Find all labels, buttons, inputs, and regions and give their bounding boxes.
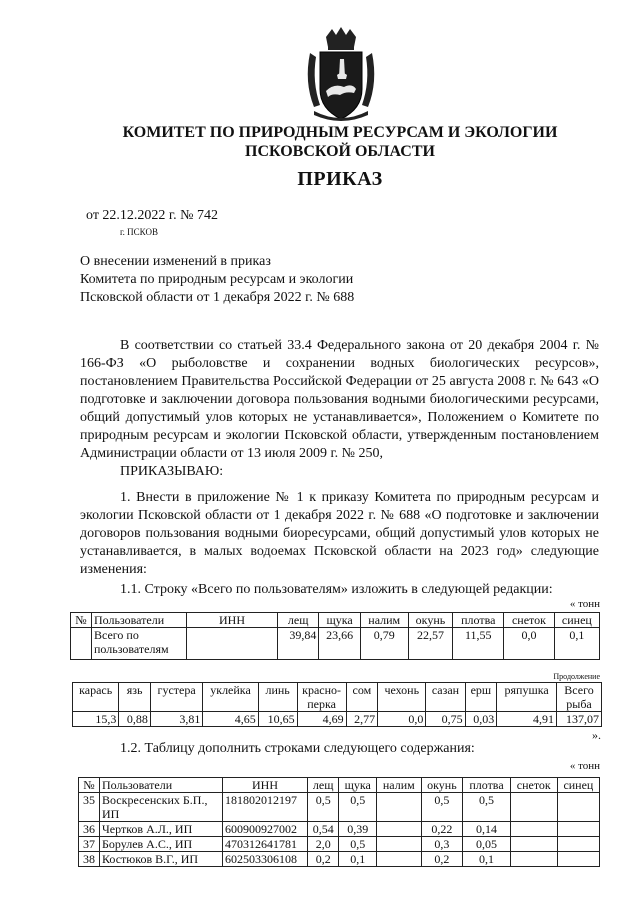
table-cell: 0,22 [421, 822, 463, 837]
table-cell: 0,2 [421, 852, 463, 867]
table-row [79, 852, 600, 867]
table-cell: 0,14 [463, 822, 510, 837]
table-cell: Всего по пользователям [92, 628, 187, 660]
table-cell [557, 793, 599, 822]
table-cell: 4,91 [497, 712, 557, 727]
table-cell: 0,5 [339, 793, 377, 822]
table-header-cell: окунь [421, 778, 463, 793]
table-header-cell: ИНН [223, 778, 308, 793]
document-type: ПРИКАЗ [297, 168, 383, 190]
table-header-cell: лещ [278, 613, 319, 628]
item1-2-text: 1.2. Таблицу дополнить строками следующего содержания: [120, 741, 475, 756]
table-cell: 4,69 [297, 712, 346, 727]
table-cell [377, 793, 421, 822]
table-cell: 0,5 [463, 793, 510, 822]
table-header-cell: щука [339, 778, 377, 793]
table-cell: 38 [79, 852, 100, 867]
committee-name-line2: ПСКОВСКОЙ ОБЛАСТИ [245, 143, 435, 160]
table-cell: 0,5 [339, 837, 377, 852]
table-cell: Костюков В.Г., ИП [100, 852, 223, 867]
date-number: от 22.12.2022 г. № 742 [86, 208, 218, 223]
order-subject [80, 253, 354, 307]
table-cell: 10,65 [258, 712, 297, 727]
table-header-cell: налим [360, 613, 408, 628]
table-row [73, 712, 602, 727]
table-cell: 36 [79, 822, 100, 837]
table-header-cell: густера [150, 683, 202, 712]
preamble-paragraph: В соответствии со статьей 33.4 Федерального закона от 20 декабря 2004 г. № 166-ФЗ «О рыболовстве и сохранении водных биологических ресурсов», постановлением Правительства Российской Федерации от 25 августа 2008 г. № 643 «О подготовке и заключении договора пользования водными биологическими ресурсами, общий допустимый улов которых не устанавливается», Положением о Комитете по природным ресурсам и экологии Псковской области, утвержденным постановлением Администрации области от 13 июля 2009 г. № 250, [80, 338, 599, 461]
table-header-cell: чехонь [378, 683, 426, 712]
table-cell: 0,1 [554, 628, 599, 660]
subject-line2: Комитета по природным ресурсам и экологии [80, 272, 354, 287]
table-header-row [73, 683, 602, 712]
table-cell: 4,65 [203, 712, 258, 727]
table-header-cell: красно-перка [297, 683, 346, 712]
table-cell: 0,88 [119, 712, 151, 727]
table-header-cell: налим [377, 778, 421, 793]
table-cell [510, 837, 557, 852]
table-cell: 0,39 [339, 822, 377, 837]
table-cell: 0,1 [339, 852, 377, 867]
table-cell: 0,1 [463, 852, 510, 867]
users-table [78, 777, 600, 867]
table-header-cell: лещ [308, 778, 339, 793]
table-cell: 0,0 [378, 712, 426, 727]
table-cell: 0,0 [504, 628, 554, 660]
table-cell: 22,57 [408, 628, 453, 660]
table-header-cell: уклейка [203, 683, 258, 712]
table-cell: Борулев А.С., ИП [100, 837, 223, 852]
table-cell: 35 [79, 793, 100, 822]
table-cell: 39,84 [278, 628, 319, 660]
table-header-cell: карась [73, 683, 119, 712]
table-cell: 0,54 [308, 822, 339, 837]
table-header-cell: ерш [465, 683, 497, 712]
subject-line1: О внесении изменений в приказ [80, 254, 271, 269]
table-header-cell: № [79, 778, 100, 793]
table-header-cell: синец [557, 778, 599, 793]
table-header-cell: синец [554, 613, 599, 628]
table-cell: 470312641781 [223, 837, 308, 852]
table-cell: Чертков А.Л., ИП [100, 822, 223, 837]
item1-paragraph [80, 489, 599, 579]
table-header-cell: Пользователи [100, 778, 223, 793]
continuation-table [72, 682, 602, 727]
table-cell [377, 837, 421, 852]
table-cell [377, 822, 421, 837]
table-row [79, 837, 600, 852]
unit-label-1: « тонн [569, 598, 600, 610]
unit-label-2: « тонн [569, 760, 600, 772]
table-header-row [71, 613, 600, 628]
table-header-cell: окунь [408, 613, 453, 628]
table-header-cell: Всего рыба [557, 683, 602, 712]
table-cell: 3,81 [150, 712, 202, 727]
subject-line3: Псковской области от 1 декабря 2022 г. № 688 [80, 290, 355, 305]
table-cell: 0,79 [360, 628, 408, 660]
table-cell [377, 852, 421, 867]
city-label: г. ПСКОВ [120, 227, 158, 237]
table-row [79, 793, 600, 822]
table-header-cell: снеток [510, 778, 557, 793]
table-cell: 2,0 [308, 837, 339, 852]
table-header-cell: язь [119, 683, 151, 712]
order-word: ПРИКАЗЫВАЮ: [120, 464, 224, 479]
table-cell: 11,55 [453, 628, 504, 660]
pskov-coat-of-arms-icon [298, 27, 384, 123]
table-header-cell: снеток [504, 613, 554, 628]
table-cell [557, 852, 599, 867]
table-header-cell: сом [346, 683, 378, 712]
table-header-cell: ИНН [187, 613, 278, 628]
table-cell: 0,3 [421, 837, 463, 852]
table-cell [71, 628, 92, 660]
table-row [79, 822, 600, 837]
table-cell: 0,5 [308, 793, 339, 822]
totals-table [70, 612, 600, 660]
item1-text: 1. Внести в приложение № 1 к приказу Комитета по природным ресурсам и экологии Псковской области от 1 декабря 2022 г. № 688 «О подготовке и заключении договоров пользования водными биоресурсами, общий допустимый улов которых не устанавливается, в малых водоемах Псковской области на 2023 год» следующие изменения: [80, 490, 599, 577]
item1-1-paragraph [80, 581, 599, 599]
committee-name [60, 123, 620, 161]
table-cell [557, 822, 599, 837]
table-header-cell: ряпушка [497, 683, 557, 712]
table-cell [187, 628, 278, 660]
table-cell: 2,77 [346, 712, 378, 727]
committee-name-line1: КОМИТЕТ ПО ПРИРОДНЫМ РЕСУРСАМ И ЭКОЛОГИИ [122, 124, 558, 141]
closing-quote: ». [592, 728, 601, 742]
table-cell [557, 837, 599, 852]
table-cell: 600900927002 [223, 822, 308, 837]
table-header-cell: щука [319, 613, 360, 628]
table-cell: 15,3 [73, 712, 119, 727]
table-cell: 0,2 [308, 852, 339, 867]
table-header-cell: плотва [453, 613, 504, 628]
table-cell: 37 [79, 837, 100, 852]
table-cell: 0,03 [465, 712, 497, 727]
table-header-cell: линь [258, 683, 297, 712]
table-cell: 0,5 [421, 793, 463, 822]
table-cell: 181802012197 [223, 793, 308, 822]
table-header-row [79, 778, 600, 793]
table-header-cell: Пользователи [92, 613, 187, 628]
item1-2-paragraph [80, 740, 599, 758]
table-cell [510, 852, 557, 867]
table-cell [510, 822, 557, 837]
table-cell [510, 793, 557, 822]
table-row [71, 628, 600, 660]
table-header-cell: плотва [463, 778, 510, 793]
table-cell: 0,05 [463, 837, 510, 852]
item1-1-text: 1.1. Строку «Всего по пользователям» изложить в следующей редакции: [120, 582, 553, 597]
preamble-block [80, 337, 599, 481]
table-header-cell: сазан [426, 683, 465, 712]
table-header-cell: № [71, 613, 92, 628]
table-cell: 23,66 [319, 628, 360, 660]
table-cell: 602503306108 [223, 852, 308, 867]
table-cell: 0,75 [426, 712, 465, 727]
continuation-label: Продолжение [553, 672, 600, 681]
table-cell: 137,07 [557, 712, 602, 727]
table-cell: Воскресенских Б.П., ИП [100, 793, 223, 822]
